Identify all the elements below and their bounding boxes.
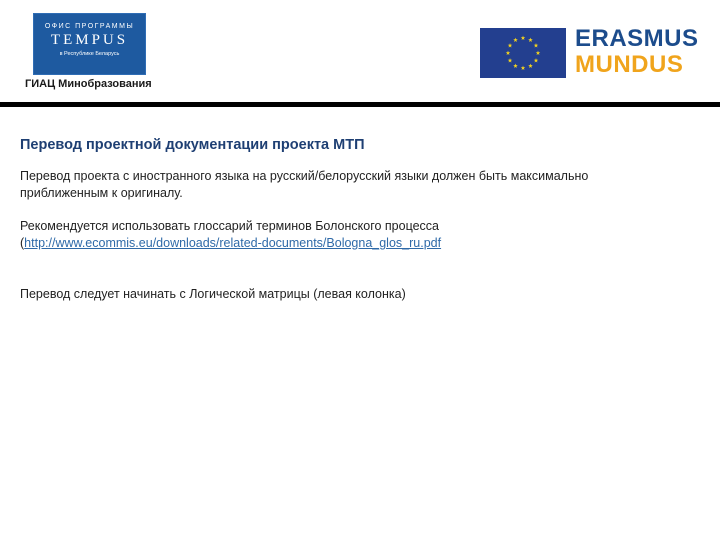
header-divider [0,102,720,107]
tempus-logo [33,13,146,75]
paragraph-line: Рекомендуется использовать глоссарий терминов Болонского процесса [20,219,440,233]
erasmus-logo-line2: MUNDUS [575,51,684,78]
paragraph-line: Перевод следует начинать с Логической матрицы (левая колонка) [20,287,406,301]
tempus-logo-word: TEMPUS [50,32,129,48]
page-title: Перевод проектной документации проекта МТП [20,137,365,153]
tempus-logo-subtext: в Республике Беларусь [59,51,120,57]
erasmus-logo-line1: ERASMUS [575,25,699,52]
paragraph-logical-matrix [20,286,700,303]
open-paren: ( [20,236,25,250]
paragraph-glossary [20,218,700,252]
paragraph-line: Перевод проекта с иностранного языка на русский/белорусский языки должен быть максимально [20,169,589,183]
erasmus-mundus-logo [575,26,699,78]
tempus-logo-top-text: ОФИС ПРОГРАММЫ [44,23,135,30]
giac-label: ГИАЦ Минобразования [25,78,152,90]
paragraph-line: приближенным к оригиналу. [20,186,183,200]
glossary-link[interactable]: http://www.ecommis.eu/downloads/related-documents/Bologna_glos_ru.pdf [24,236,442,250]
paragraph-translation-requirement [20,168,700,202]
eu-flag-icon [480,28,566,78]
